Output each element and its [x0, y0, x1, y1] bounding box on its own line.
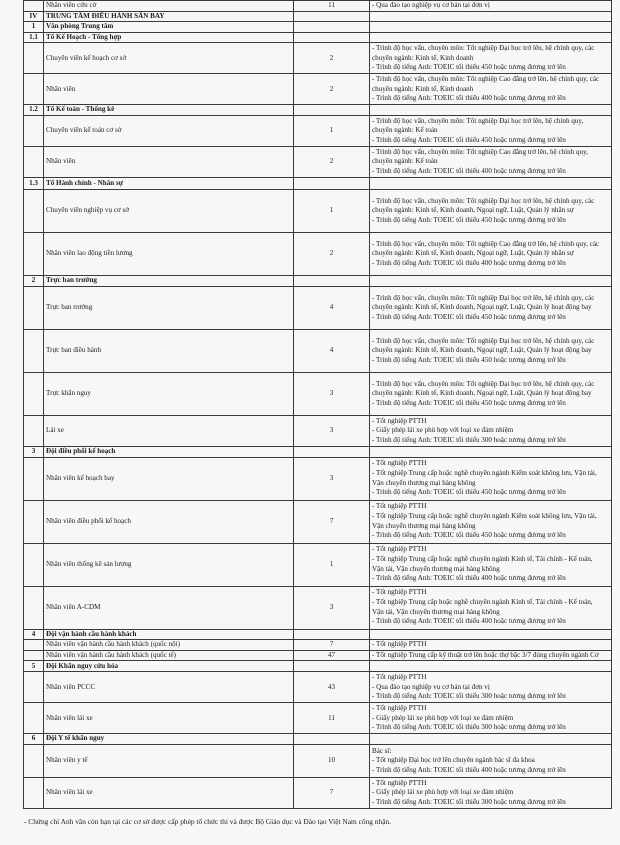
position-quantity: 4 — [294, 329, 370, 372]
table-row — [24, 703, 612, 734]
section-header-row — [24, 661, 612, 672]
section-title: Đội Y tế khẩn nguy — [44, 734, 294, 745]
requirement-line: - Trình độ học vấn, chuyên môn: Tốt nghiệp Đại học trở lên, hệ chính quy, các — [372, 379, 595, 388]
requirement-line: chuyên ngành: Kế toán — [372, 157, 438, 166]
position-requirements — [370, 586, 612, 629]
requirement-line: - Giấy phép lái xe phù hợp với loại xe đảm nhiệm — [372, 713, 514, 722]
row-number: 5 — [24, 661, 44, 672]
requirement-line: - Trình độ tiếng Anh: TOEIC tối thiểu 450 hoặc tương đương trở lên — [372, 215, 566, 224]
requirement-line: Vận tải, Vận chuyển thương mại hàng không — [372, 607, 500, 616]
position-requirements — [370, 105, 612, 116]
requirement-line: - Tốt nghiệp Trung cấp hoặc nghề chuyên ngành Kinh tế, Tài chính - Kế toán, — [372, 597, 593, 606]
table-row — [24, 777, 612, 808]
position-requirements — [370, 329, 612, 372]
row-number: 1.3 — [24, 177, 44, 189]
requirement-line: - Trình độ tiếng Anh: TOEIC tối thiểu 450 hoặc tương đương trở lên — [372, 63, 566, 72]
row-number — [24, 650, 44, 661]
position-quantity: 3 — [294, 457, 370, 500]
table-row — [24, 415, 612, 446]
requirement-line: Vận chuyển thương mại hàng không — [372, 521, 476, 530]
requirement-line: Vận tải, Vận chuyển thương mại hàng không — [372, 564, 500, 573]
position-requirements — [370, 177, 612, 189]
position-quantity — [294, 629, 370, 640]
table-row — [24, 543, 612, 586]
position-requirements — [370, 777, 612, 808]
recruitment-table-body — [24, 1, 612, 809]
position-name: Trực ban trưởng — [44, 286, 294, 329]
row-number — [24, 43, 44, 74]
requirement-line: - Trình độ tiếng Anh: TOEIC tối thiểu 400 hoặc tương đương trở lên — [372, 617, 566, 626]
requirement-line: - Trình độ tiếng Anh: TOEIC tối thiểu 400 hoặc tương đương trở lên — [372, 258, 566, 267]
row-number — [24, 232, 44, 275]
requirement-line: Vận chuyển thương mại hàng không — [372, 478, 476, 487]
position-quantity — [294, 105, 370, 116]
section-title: Tổ Kế Hoạch - Tổng hợp — [44, 32, 294, 43]
position-name: Nhân viên — [44, 146, 294, 177]
requirement-line: - Tốt nghiệp PTTH — [372, 640, 427, 649]
requirement-line: - Tốt nghiệp PTTH — [372, 703, 427, 712]
position-quantity: 7 — [294, 777, 370, 808]
table-row — [24, 232, 612, 275]
requirement-line: Bác sĩ: — [372, 746, 392, 755]
requirement-line: - Tốt nghiệp Trung cấp hoặc nghề chuyên ngành Kiểm soát không lưu, Vận tải, — [372, 468, 597, 477]
table-row — [24, 457, 612, 500]
position-quantity: 7 — [294, 640, 370, 651]
position-quantity: 1 — [294, 189, 370, 232]
section-header-row — [24, 629, 612, 640]
position-requirements — [370, 146, 612, 177]
position-quantity — [294, 661, 370, 672]
row-number: 2 — [24, 275, 44, 286]
position-name: Nhân viên điều phối kế hoạch — [44, 500, 294, 543]
position-requirements — [370, 640, 612, 651]
requirement-line: chuyên ngành: Kinh tế, Kinh doanh — [372, 84, 474, 93]
requirement-line: chuyên ngành: Kế toán — [372, 126, 438, 135]
section-title: Đội điều phối kế hoạch — [44, 446, 294, 457]
position-requirements — [370, 286, 612, 329]
requirement-line: chuyên ngành: Kinh tế, Kinh doanh, Ngoại ngữ, Luật, Quản lý nhân sự — [372, 249, 574, 258]
requirement-line: - Tốt nghiệp PTTH — [372, 459, 427, 468]
position-quantity: 1 — [294, 115, 370, 146]
position-name: Nhân viên thống kê sản lượng — [44, 543, 294, 586]
table-row — [24, 43, 612, 74]
section-header-row — [24, 446, 612, 457]
row-number — [24, 543, 44, 586]
section-title: Trực ban trưởng — [44, 275, 294, 286]
position-name: Chuyên viên nghiệp vụ cơ sở — [44, 189, 294, 232]
requirement-line: - Trình độ tiếng Anh: TOEIC tối thiểu 400 hoặc tương đương trở lên — [372, 166, 566, 175]
requirement-line: - Giấy phép lái xe phù hợp với loại xe đảm nhiệm — [372, 788, 514, 797]
position-name: Nhân viên cứu cờ — [44, 1, 294, 12]
position-quantity — [294, 32, 370, 43]
row-number — [24, 640, 44, 651]
position-quantity — [294, 734, 370, 745]
position-requirements — [370, 189, 612, 232]
position-quantity: 2 — [294, 232, 370, 275]
requirement-line: - Tốt nghiệp Trung cấp kỹ thuật trở lên hoặc thợ bậc 3/7 đúng chuyên ngành Cơ — [372, 650, 599, 659]
position-name: Nhân viên PCCC — [44, 672, 294, 703]
position-requirements — [370, 500, 612, 543]
requirement-line: - Giấy phép lái xe phù hợp với loại xe đảm nhiệm — [372, 426, 514, 435]
requirement-line: - Trình độ tiếng Anh: TOEIC tối thiểu 450 hoặc tương đương trở lên — [372, 135, 566, 144]
table-row — [24, 586, 612, 629]
position-name: Nhân viên A-CDM — [44, 586, 294, 629]
position-quantity — [294, 275, 370, 286]
requirement-line: - Tốt nghiệp PTTH — [372, 416, 427, 425]
position-requirements — [370, 115, 612, 146]
position-requirements — [370, 661, 612, 672]
row-number — [24, 286, 44, 329]
table-row — [24, 115, 612, 146]
row-number: 1 — [24, 22, 44, 33]
position-quantity: 47 — [294, 650, 370, 661]
position-quantity: 10 — [294, 744, 370, 777]
requirement-line: - Trình độ tiếng Anh: TOEIC tối thiểu 400 hoặc tương đương trở lên — [372, 765, 566, 774]
requirement-line: - Tốt nghiệp PTTH — [372, 545, 427, 554]
position-quantity: 43 — [294, 672, 370, 703]
position-requirements — [370, 734, 612, 745]
requirement-line: - Tốt nghiệp PTTH — [372, 588, 427, 597]
table-row — [24, 672, 612, 703]
row-number — [24, 586, 44, 629]
table-row — [24, 640, 612, 651]
requirement-line: - Tốt nghiệp Trung cấp hoặc nghề chuyên ngành Kinh tế, Tài chính - Kế toán, — [372, 554, 593, 563]
row-number — [24, 500, 44, 543]
requirement-line: - Trình độ tiếng Anh: TOEIC tối thiểu 400 hoặc tương đương trở lên — [372, 574, 566, 583]
requirement-line: - Trình độ tiếng Anh: TOEIC tối thiểu 400 hoặc tương đương trở lên — [372, 94, 566, 103]
position-quantity — [294, 177, 370, 189]
row-number: 1.1 — [24, 32, 44, 43]
requirement-line: chuyên ngành: Kinh tế, Kinh doanh, Ngoại ngữ, Luật, Quản lý hoạt động bay — [372, 389, 592, 398]
requirement-line: - Trình độ tiếng Anh: TOEIC tối thiểu 450 hoặc tương đương trở lên — [372, 488, 566, 497]
requirement-line: - Tốt nghiệp PTTH — [372, 778, 427, 787]
position-quantity: 2 — [294, 74, 370, 105]
row-number — [24, 672, 44, 703]
position-quantity: 3 — [294, 415, 370, 446]
section-title: Tổ Kế toán - Thống kê — [44, 105, 294, 116]
position-requirements — [370, 32, 612, 43]
position-requirements — [370, 543, 612, 586]
requirement-line: - Trình độ tiếng Anh: TOEIC tối thiểu 450 hoặc tương đương trở lên — [372, 531, 566, 540]
requirement-line: - Tốt nghiệp PTTH — [372, 672, 427, 681]
requirement-line: - Trình độ học vấn, chuyên môn: Tốt nghiệp Cao đẳng trở lên, hệ chính quy, — [372, 147, 588, 156]
position-requirements — [370, 672, 612, 703]
row-number: 4 — [24, 629, 44, 640]
position-quantity — [294, 446, 370, 457]
requirement-line: chuyên ngành: Kinh tế, Kinh doanh, Ngoại ngữ, Luật, Quản lý nhân sự — [372, 206, 574, 215]
section-header-row — [24, 105, 612, 116]
table-row — [24, 329, 612, 372]
position-name: Nhân viên lái xe — [44, 777, 294, 808]
requirement-line: - Trình độ tiếng Anh: TOEIC tối thiểu 300 hoặc tương đương trở lên — [372, 435, 566, 444]
position-requirements — [370, 372, 612, 415]
section-header-row — [24, 177, 612, 189]
requirement-line: chuyên ngành: Kinh tế, Kinh doanh, Ngoại ngữ, Luật, Quản lý hoạt động bay — [372, 346, 592, 355]
row-number — [24, 703, 44, 734]
position-requirements — [370, 232, 612, 275]
section-header-row — [24, 22, 612, 33]
position-quantity: 2 — [294, 146, 370, 177]
row-number: 3 — [24, 446, 44, 457]
requirement-line: - Trình độ học vấn, chuyên môn: Tốt nghiệp Cao đẳng trở lên, hệ chính quy, các — [372, 74, 600, 83]
section-title: Văn phòng Trung tâm — [44, 22, 294, 33]
requirement-line: - Trình độ tiếng Anh: TOEIC tối thiểu 450 hoặc tương đương trở lên — [372, 312, 566, 321]
requirement-line: - Tốt nghiệp PTTH — [372, 502, 427, 511]
position-requirements — [370, 74, 612, 105]
table-row — [24, 286, 612, 329]
requirement-line: - Trình độ tiếng Anh: TOEIC tối thiểu 300 hoặc tương đương trở lên — [372, 797, 566, 806]
requirement-line: - Tốt nghiệp Đại học trở lên chuyên ngành bác sĩ đa khoa — [372, 756, 535, 765]
table-row — [24, 1, 612, 12]
position-requirements — [370, 415, 612, 446]
position-requirements — [370, 650, 612, 661]
position-requirements — [370, 629, 612, 640]
row-number: 1.2 — [24, 105, 44, 116]
row-number — [24, 744, 44, 777]
requirement-line: - Trình độ học vấn, chuyên môn: Tốt nghiệp Đại học trở lên, hệ chính quy, các — [372, 43, 595, 52]
requirement-line: - Trình độ học vấn, chuyên môn: Tốt nghiệp Cao đẳng trở lên, hệ chính quy, các — [372, 239, 600, 248]
position-name: Chuyên viên kế toán cơ sở — [44, 115, 294, 146]
position-quantity — [294, 11, 370, 22]
row-number — [24, 777, 44, 808]
position-requirements — [370, 22, 612, 33]
requirement-line: - Trình độ học vấn, chuyên môn: Tốt nghiệp Đại học trở lên, hệ chính quy, các — [372, 293, 595, 302]
table-row — [24, 146, 612, 177]
row-number — [24, 415, 44, 446]
section-title: Đội vận hành cầu hành khách — [44, 629, 294, 640]
position-name: Chuyên viên kế hoạch cơ sở — [44, 43, 294, 74]
position-requirements — [370, 457, 612, 500]
row-number — [24, 457, 44, 500]
position-quantity — [294, 22, 370, 33]
footnote: - Chứng chỉ Anh văn còn hạn tại các cơ sở được cấp phép tổ chức thi và được Bộ Giáo dục và Đào tạo Việt Nam công nhận. — [24, 817, 392, 826]
position-quantity: 11 — [294, 703, 370, 734]
position-name: Nhân viên vận hành cầu hành khách (quốc tế) — [44, 650, 294, 661]
position-name: Trực ban điều hành — [44, 329, 294, 372]
position-name: Nhân viên — [44, 74, 294, 105]
row-number — [24, 115, 44, 146]
requirement-line: - Trình độ học vấn, chuyên môn: Tốt nghiệp Đại học trở lên, hệ chính quy, các — [372, 336, 595, 345]
recruitment-table — [23, 0, 612, 809]
position-quantity: 11 — [294, 1, 370, 12]
table-row — [24, 650, 612, 661]
position-name: Lái xe — [44, 415, 294, 446]
table-row — [24, 372, 612, 415]
row-number — [24, 74, 44, 105]
requirement-line: - Trình độ tiếng Anh: TOEIC tối thiểu 300 hoặc tương đương trở lên — [372, 692, 566, 701]
row-number — [24, 1, 44, 12]
requirement-line: chuyên ngành: Kinh tế, Kinh doanh, Ngoại ngữ, Luật, Quản lý hoạt động bay — [372, 303, 592, 312]
requirement-line: - Qua đào tạo nghiệp vụ cơ bản tại đơn vị — [372, 682, 490, 691]
position-requirements — [370, 43, 612, 74]
row-number: IV — [24, 11, 44, 22]
position-name: Trực khẩn nguy — [44, 372, 294, 415]
section-title: Tổ Hành chính - Nhân sự — [44, 177, 294, 189]
position-requirements — [370, 1, 612, 12]
position-requirements — [370, 275, 612, 286]
section-title: Đội Khẩn nguy cứu hỏa — [44, 661, 294, 672]
position-quantity: 2 — [294, 43, 370, 74]
position-name: Nhân viên lái xe — [44, 703, 294, 734]
section-header-row — [24, 275, 612, 286]
row-number — [24, 329, 44, 372]
requirement-line: - Trình độ tiếng Anh: TOEIC tối thiểu 450 hoặc tương đương trở lên — [372, 355, 566, 364]
requirement-line: - Trình độ học vấn, chuyên môn: Tốt nghiệp Đại học trở lên, hệ chính quy, các — [372, 196, 595, 205]
section-title: TRUNG TÂM ĐIỀU HÀNH SÂN BAY — [44, 11, 294, 22]
table-row — [24, 74, 612, 105]
position-name: Nhân viên vận hành cầu hành khách (quốc nội) — [44, 640, 294, 651]
table-row — [24, 500, 612, 543]
section-header-row — [24, 734, 612, 745]
requirement-line: - Qua đào tạo nghiệp vụ cơ bản tại đơn vị — [372, 1, 490, 9]
section-header-row — [24, 11, 612, 22]
position-quantity: 4 — [294, 286, 370, 329]
row-number — [24, 146, 44, 177]
position-requirements — [370, 11, 612, 22]
row-number — [24, 372, 44, 415]
requirement-line: - Tốt nghiệp Trung cấp hoặc nghề chuyên ngành Kiểm soát không lưu, Vận tải, — [372, 511, 597, 520]
position-quantity: 3 — [294, 372, 370, 415]
position-requirements — [370, 446, 612, 457]
position-name: Nhân viên y tế — [44, 744, 294, 777]
position-quantity: 3 — [294, 586, 370, 629]
requirement-line: chuyên ngành: Kinh tế, Kinh doanh — [372, 53, 474, 62]
position-requirements — [370, 703, 612, 734]
row-number: 6 — [24, 734, 44, 745]
row-number — [24, 189, 44, 232]
table-row — [24, 744, 612, 777]
position-name: Nhân viên lao động tiền lương — [44, 232, 294, 275]
section-header-row — [24, 32, 612, 43]
requirement-line: - Trình độ tiếng Anh: TOEIC tối thiểu 450 hoặc tương đương trở lên — [372, 398, 566, 407]
position-quantity: 7 — [294, 500, 370, 543]
requirement-line: - Trình độ học vấn, chuyên môn: Tốt nghiệp Đại học trở lên, hệ chính quy, — [372, 116, 584, 125]
position-quantity: 1 — [294, 543, 370, 586]
position-name: Nhân viên kế hoạch bay — [44, 457, 294, 500]
position-requirements — [370, 744, 612, 777]
requirement-line: - Trình độ tiếng Anh: TOEIC tối thiểu 300 hoặc tương đương trở lên — [372, 723, 566, 732]
table-row — [24, 189, 612, 232]
